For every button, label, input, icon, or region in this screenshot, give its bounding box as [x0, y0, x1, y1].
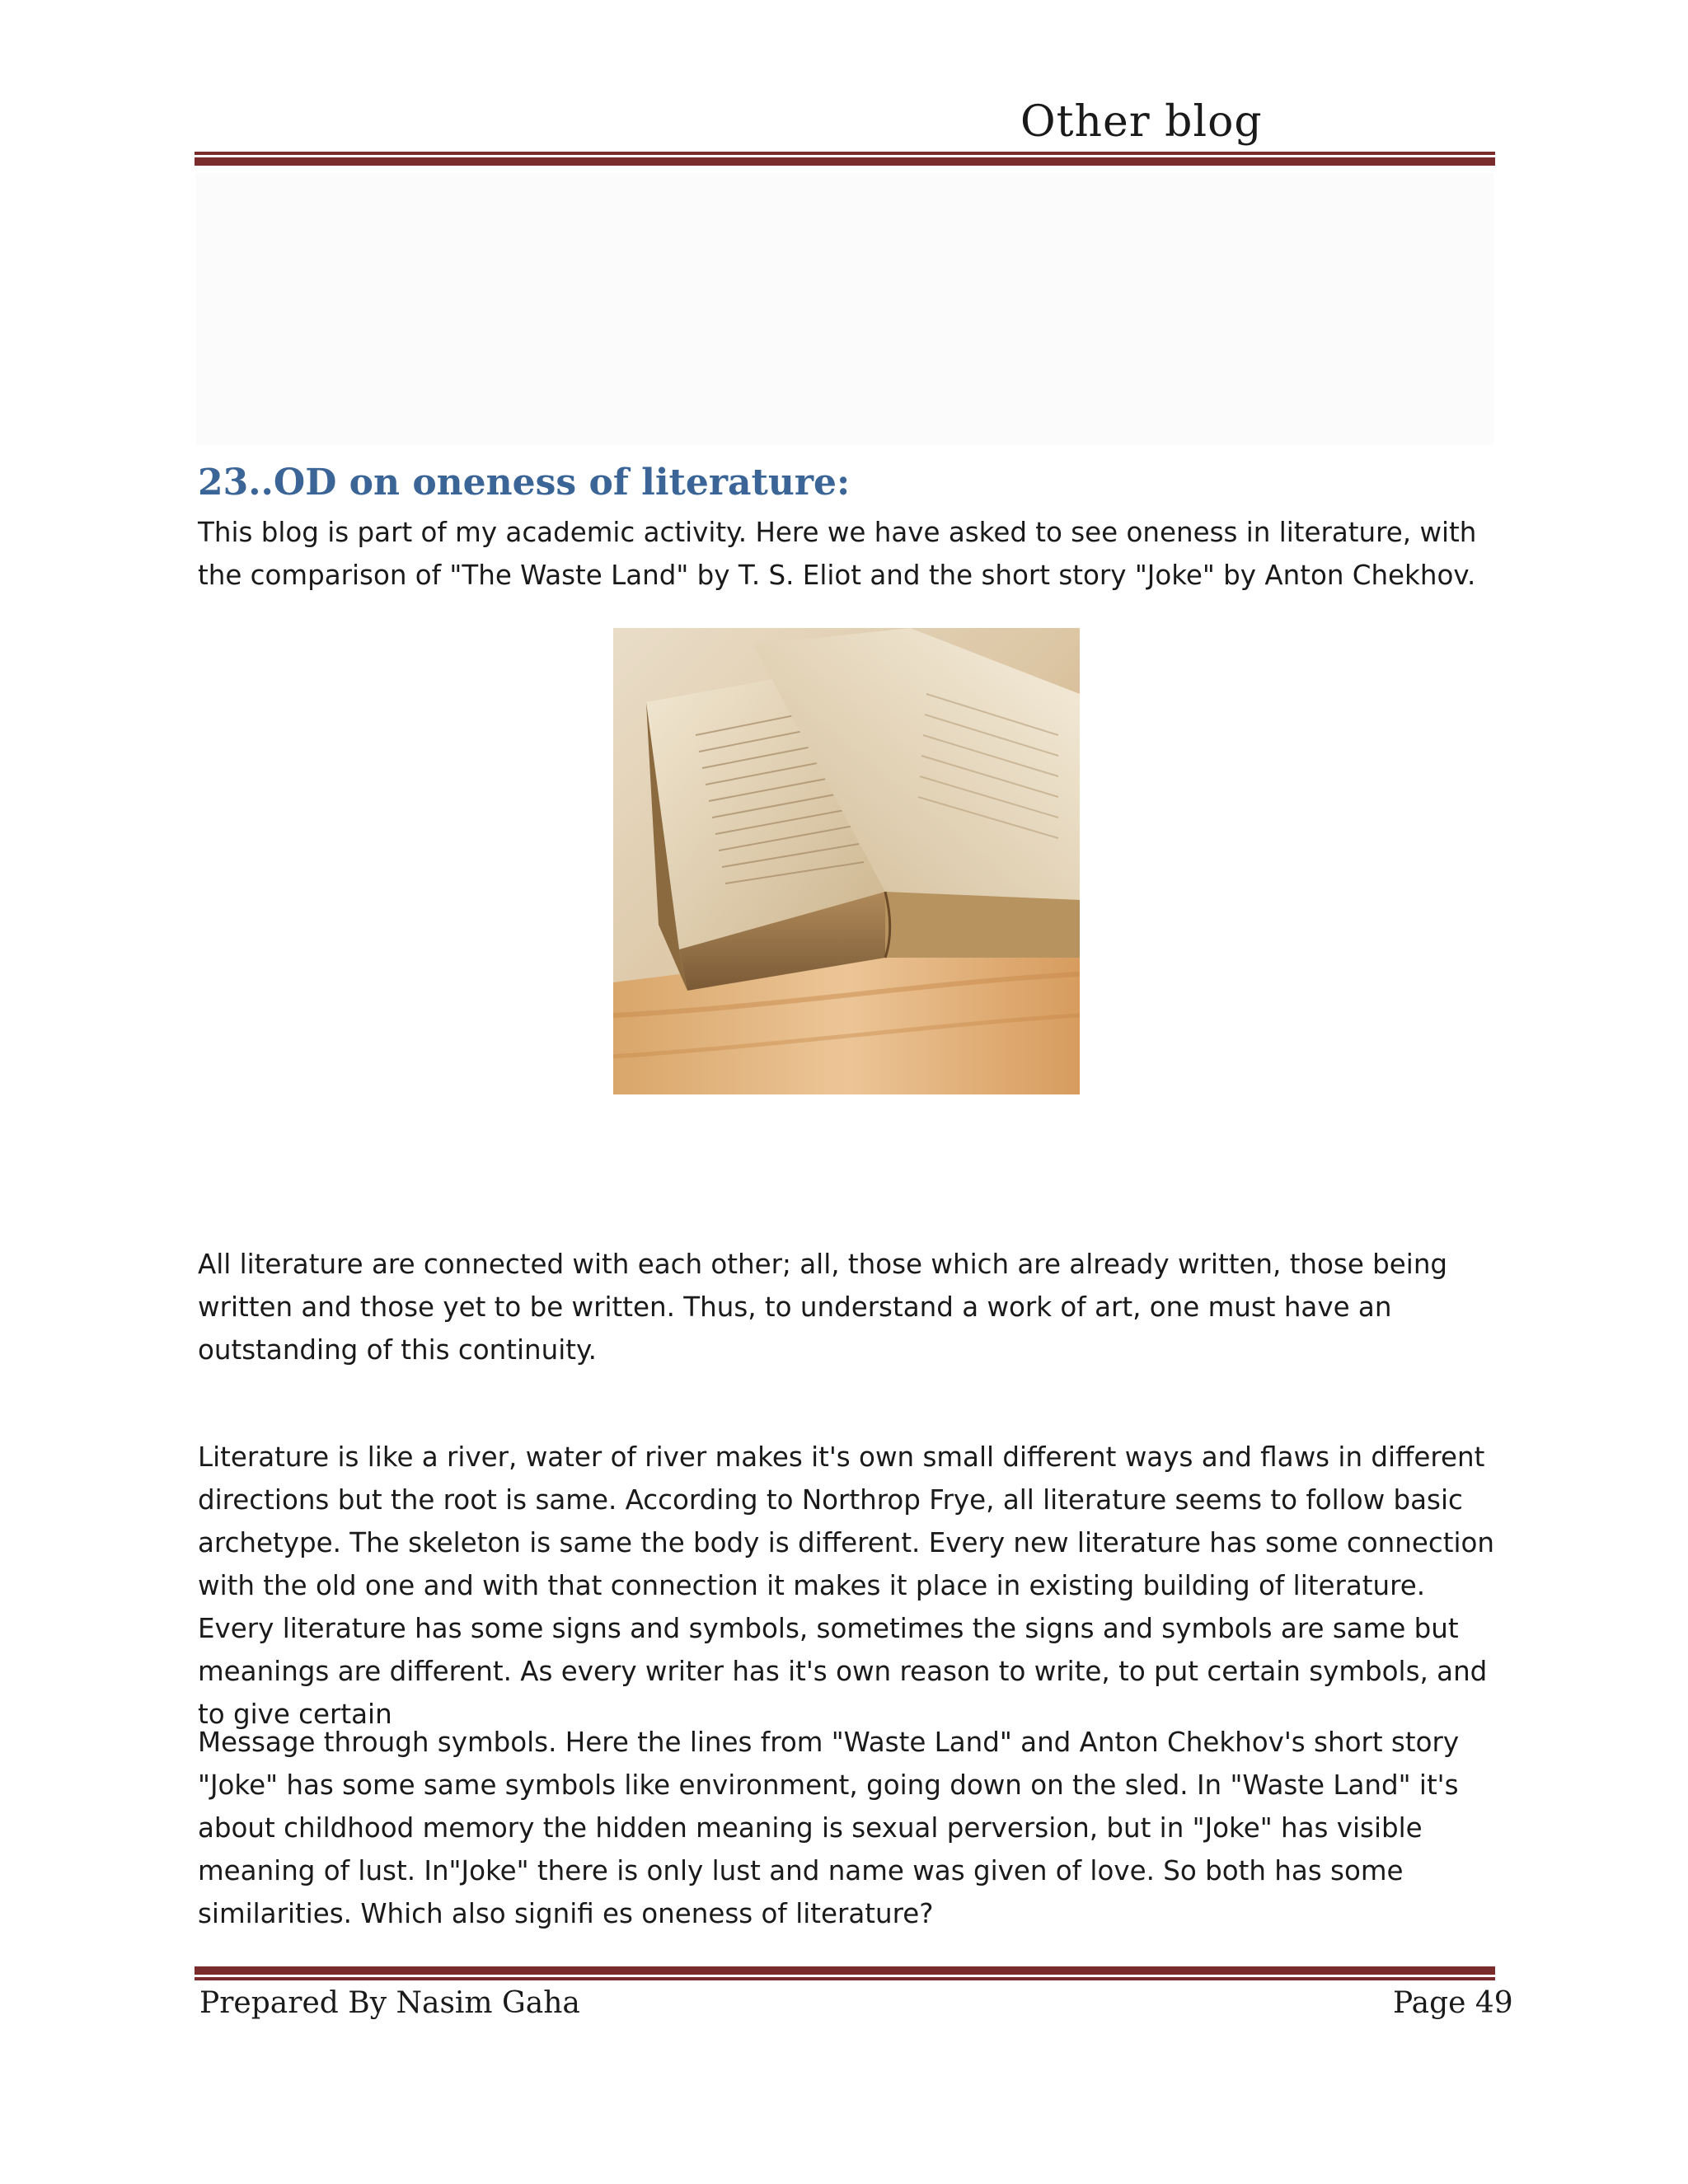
footer-author: Prepared By Nasim Gaha	[199, 1986, 580, 2020]
body-paragraph-3: Message through symbols. Here the lines from "Waste Land" and Anton Chekhov's short story "Joke" has some same symbols like environment, going down on the sled. In "Waste Land" it's about childhood memory the hidden meaning is sexual perversion, but in "Joke" has visible meaning of lust. In"Joke" there is only lust and name was given of love. So both has some similarities. Which also signifi es oneness of literature?	[198, 1727, 1460, 1929]
intro-paragraph: This blog is part of my academic activity. Here we have asked to see oneness in literature, with the comparison of "The Waste Land" by T. S. Eliot and the short story "Joke" by Anton Chekhov.	[198, 517, 1477, 591]
body-paragraph-1: All literature are connected with each other; all, those which are already written, those being written and those yet to be written. Thus, to understand a work of art, one must have an outstanding of this continuity.	[198, 1249, 1448, 1366]
section-heading: 23..OD on oneness of literature:	[198, 462, 851, 504]
open-book-image	[613, 628, 1080, 1094]
footer-rule	[195, 1966, 1495, 1980]
footer-page-number: Page 49	[1393, 1986, 1513, 2020]
body-paragraph-2: Literature is like a river, water of river makes it's own small different ways and flaws in different directions but the root is same. According to Northrop Frye, all literature seems to follow basic archetype. The skeleton is same the body is different. Every new literature has some connection with the old one and with that connection it makes it place in existing building of literature. Every literature has some signs and symbols, sometimes the signs and symbols are same but meanings are different. As every writer has it's own reason to write, to put certain symbols, and to give certain	[198, 1441, 1494, 1730]
header-rule	[195, 152, 1495, 166]
header-title: Other blog	[1020, 97, 1263, 147]
blank-image-area	[196, 173, 1493, 445]
